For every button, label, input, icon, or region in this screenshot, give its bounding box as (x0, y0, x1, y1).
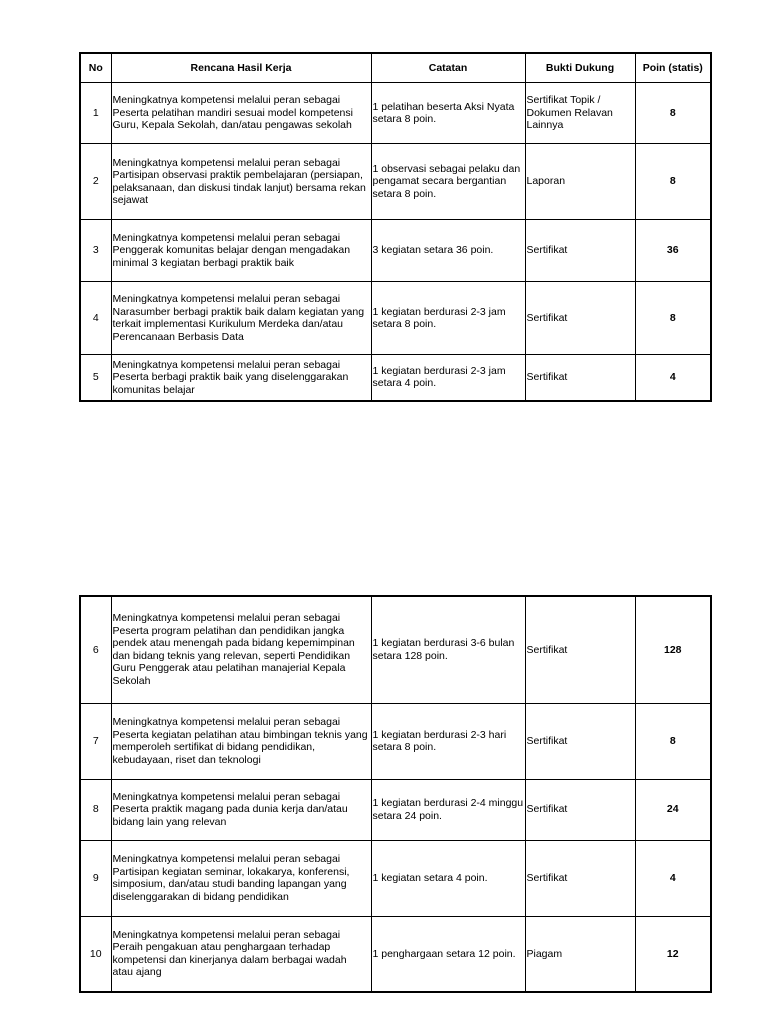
table-row (80, 596, 711, 703)
row-bukti: Sertifikat (525, 596, 635, 703)
row-poin: 36 (635, 220, 711, 282)
row-poin: 8 (635, 703, 711, 779)
row-bukti: Sertifikat (525, 840, 635, 916)
row-no: 8 (80, 779, 111, 840)
row-poin: 12 (635, 916, 711, 992)
row-bukti: Sertifikat (525, 703, 635, 779)
activity-table-part-2 (79, 595, 712, 993)
row-catatan: 1 kegiatan berdurasi 2-4 minggu setara 24 poin. (371, 779, 525, 840)
row-bukti: Laporan (525, 144, 635, 220)
row-poin: 8 (635, 282, 711, 355)
row-rencana: Meningkatnya kompetensi melalui peran sebagai Peserta kegiatan pelatihan atau bimbingan teknis yang memperoleh sertifikat di bidang pendidikan, kebudayaan, riset dan teknologi (111, 703, 371, 779)
row-bukti: Sertifikat Topik / Dokumen Relavan Lainnya (525, 83, 635, 144)
row-no: 2 (80, 144, 111, 220)
row-no: 9 (80, 840, 111, 916)
table-header-row (80, 53, 711, 83)
row-rencana: Meningkatnya kompetensi melalui peran sebagai Narasumber berbagi praktik baik dalam kegiatan yang terkait implementasi Kurikulum Merdeka dan/atau Perencanaan Berbasis Data (111, 282, 371, 355)
table-row (80, 144, 711, 220)
row-no: 6 (80, 596, 111, 703)
row-rencana: Meningkatnya kompetensi melalui peran sebagai Peraih pengakuan atau penghargaan terhadap kompetensi dan kinerjanya dalam berbagai wadah atau ajang (111, 916, 371, 992)
row-catatan: 3 kegiatan setara 36 poin. (371, 220, 525, 282)
row-no: 3 (80, 220, 111, 282)
row-poin: 4 (635, 840, 711, 916)
table-row (80, 355, 711, 401)
row-catatan: 1 kegiatan berdurasi 2-3 jam setara 4 poin. (371, 355, 525, 401)
row-bukti: Sertifikat (525, 220, 635, 282)
row-bukti: Piagam (525, 916, 635, 992)
row-catatan: 1 penghargaan setara 12 poin. (371, 916, 525, 992)
activity-table-part-1 (79, 52, 712, 402)
row-catatan: 1 kegiatan setara 4 poin. (371, 840, 525, 916)
row-poin: 8 (635, 83, 711, 144)
row-poin: 24 (635, 779, 711, 840)
row-rencana: Meningkatnya kompetensi melalui peran sebagai Penggerak komunitas belajar dengan mengadakan minimal 3 kegiatan berbagi praktik baik (111, 220, 371, 282)
row-rencana: Meningkatnya kompetensi melalui peran sebagai Peserta praktik magang pada dunia kerja dan/atau bidang lain yang relevan (111, 779, 371, 840)
row-poin: 8 (635, 144, 711, 220)
table-row (80, 282, 711, 355)
row-no: 1 (80, 83, 111, 144)
header-poin: Poin (statis) (635, 53, 711, 83)
table-row (80, 703, 711, 779)
row-no: 4 (80, 282, 111, 355)
row-bukti: Sertifikat (525, 282, 635, 355)
row-no: 7 (80, 703, 111, 779)
row-rencana: Meningkatnya kompetensi melalui peran sebagai Peserta pelatihan mandiri sesuai model kompetensi Guru, Kepala Sekolah, dan/atau pengawas sekolah (111, 83, 371, 144)
row-catatan: 1 kegiatan berdurasi 2-3 hari setara 8 poin. (371, 703, 525, 779)
row-rencana: Meningkatnya kompetensi melalui peran sebagai Peserta berbagi praktik baik yang diselenggarakan komunitas belajar (111, 355, 371, 401)
row-rencana: Meningkatnya kompetensi melalui peran sebagai Partisipan kegiatan seminar, lokakarya, konferensi, simposium, dan/atau studi banding lapangan yang diselenggarakan di bidang pendidikan (111, 840, 371, 916)
header-rencana-hasil-kerja: Rencana Hasil Kerja (111, 53, 371, 83)
table-row (80, 83, 711, 144)
row-poin: 4 (635, 355, 711, 401)
row-poin: 128 (635, 596, 711, 703)
table-row (80, 220, 711, 282)
row-catatan: 1 pelatihan beserta Aksi Nyata setara 8 poin. (371, 83, 525, 144)
row-catatan: 1 kegiatan berdurasi 3-6 bulan setara 128 poin. (371, 596, 525, 703)
header-no: No (80, 53, 111, 83)
table-row (80, 779, 711, 840)
header-bukti-dukung: Bukti Dukung (525, 53, 635, 83)
row-bukti: Sertifikat (525, 779, 635, 840)
row-rencana: Meningkatnya kompetensi melalui peran sebagai Partisipan observasi praktik pembelajaran (persiapan, pelaksanaan, dan diskusi tindak lanjut) bersama rekan sejawat (111, 144, 371, 220)
table-row (80, 916, 711, 992)
row-rencana: Meningkatnya kompetensi melalui peran sebagai Peserta program pelatihan dan pendidikan jangka pendek atau menengah pada bidang kepemimpinan dan bidang teknis yang relevan, seperti Pendidikan Guru Penggerak atau pelatihan manajerial Kepala Sekolah (111, 596, 371, 703)
row-catatan: 1 observasi sebagai pelaku dan pengamat secara bergantian setara 8 poin. (371, 144, 525, 220)
header-catatan: Catatan (371, 53, 525, 83)
row-bukti: Sertifikat (525, 355, 635, 401)
row-catatan: 1 kegiatan berdurasi 2-3 jam setara 8 poin. (371, 282, 525, 355)
row-no: 10 (80, 916, 111, 992)
table-row (80, 840, 711, 916)
row-no: 5 (80, 355, 111, 401)
